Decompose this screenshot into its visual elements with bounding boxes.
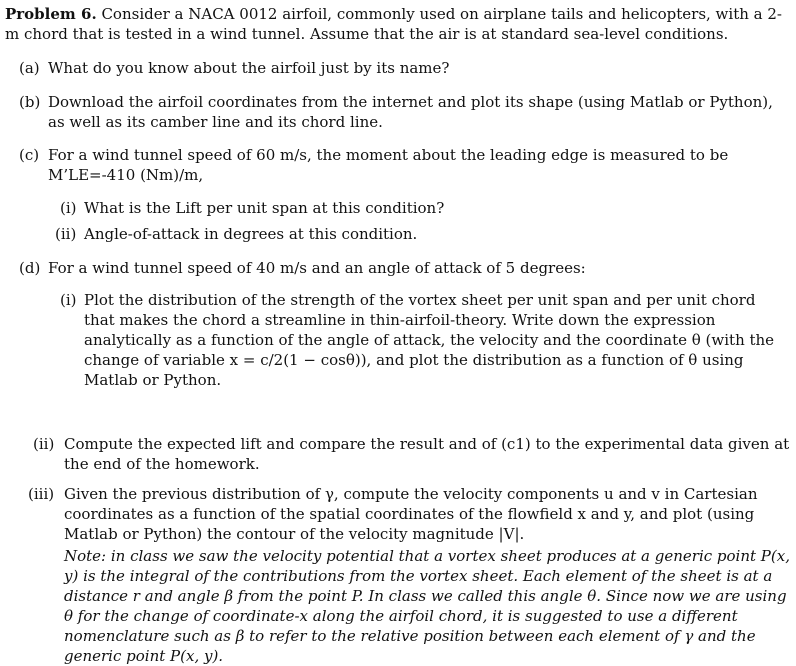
part-d-ii-label: (ii) (33, 435, 55, 453)
part-c-i-text: What is the Lift per unit span at this condition? (84, 199, 445, 217)
part-a-label: (a) (19, 59, 40, 77)
part-b-label: (b) (19, 93, 41, 111)
part-b-text: Download the airfoil coordinates from the internet and plot its shape (using Matlab or Python), as well as its camber line and its chord line. (48, 93, 773, 131)
problem-intro (5, 4, 789, 44)
part-d-iii-text: Given the previous distribution of γ, compute the velocity components u and v in Cartesian coordinates as a function of the spatial coordinates of the flowfield x and y, and plot (using Matlab or Python) the contour of the velocity magnitude |V|. (64, 485, 758, 543)
problem-label: Problem 6. (5, 5, 97, 23)
part-a-text: What do you know about the airfoil just by its name? (48, 59, 450, 77)
part-c-label: (c) (19, 146, 40, 164)
part-d-i-label: (i) (60, 291, 77, 309)
part-c-ii-label: (ii) (55, 225, 77, 243)
part-c-i-label: (i) (60, 199, 77, 217)
part-d-label: (d) (19, 259, 41, 277)
part-c-text: For a wind tunnel speed of 60 m/s, the moment about the leading edge is measured to be M’LE=-410 (Nm)/m, (48, 146, 729, 184)
part-d-text: For a wind tunnel speed of 40 m/s and an angle of attack of 5 degrees: (48, 259, 586, 277)
part-d-iii-note: Note: in class we saw the velocity potential that a vortex sheet produces at a generic point P(x, y) is the integral of the contributions from the vortex sheet. Each element of the sheet is at a distance r and angle β from the point P. In class we called this angle θ. Since now we are using θ for the change of coordinate-x along the airfoil chord, it is suggested to use a different nomenclature such as β to refer to the relative position between each element of γ and the generic point P(x, y). (64, 547, 790, 665)
part-d-ii-text: Compute the expected lift and compare the result and of (c1) to the experimental data given at the end of the homework. (64, 435, 790, 473)
part-c-ii-text: Angle-of-attack in degrees at this condition. (84, 225, 418, 243)
problem-intro-text: Consider a NACA 0012 airfoil, commonly used on airplane tails and helicopters, with a 2-m chord that is tested in a wind tunnel. Assume that the air is at standard sea-level conditions. (5, 5, 782, 43)
part-d-i-text: Plot the distribution of the strength of the vortex sheet per unit span and per unit chord that makes the chord a streamline in thin-airfoil-theory. Write down the expression analytically as a function of the angle of attack, the velocity and the coordinate θ (with the change of variable x = c/2(1 − cosθ)), and plot the distribution as a function of θ using Matlab or Python. (84, 291, 775, 389)
part-d-iii-label: (iii) (28, 485, 55, 503)
